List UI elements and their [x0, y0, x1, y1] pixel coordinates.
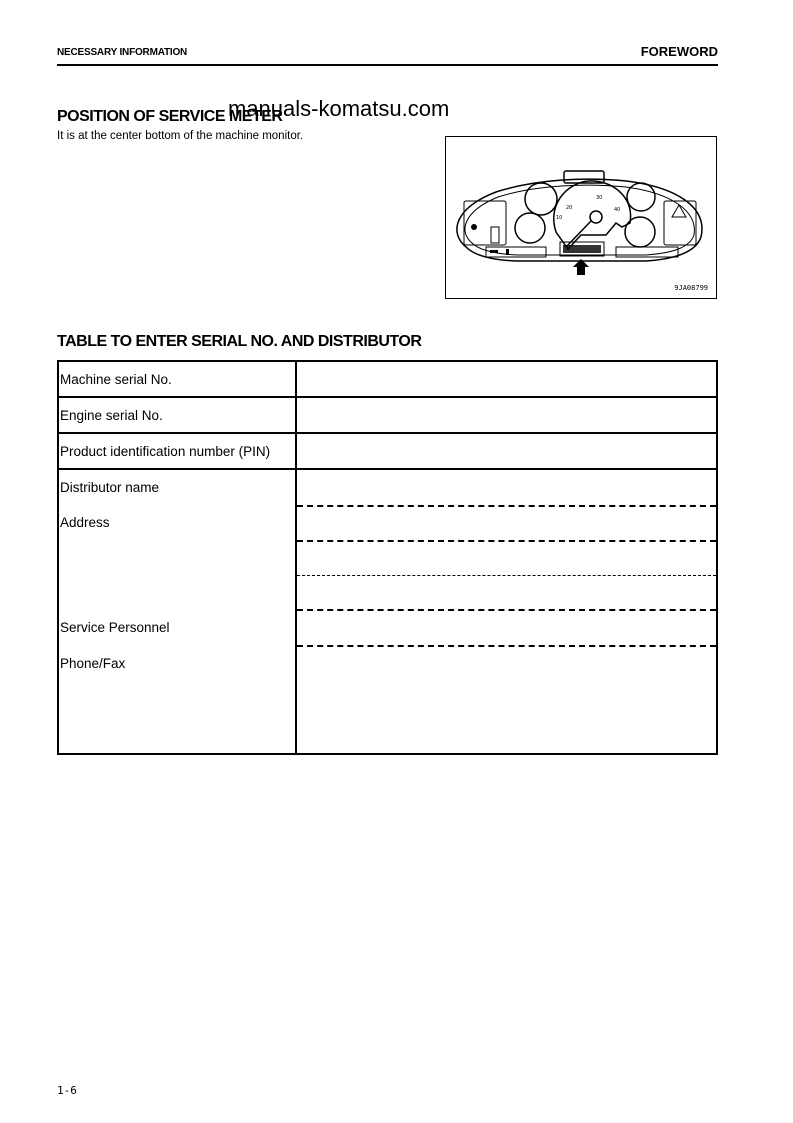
svg-text:30: 30	[596, 195, 603, 201]
header-chapter: FOREWORD	[640, 44, 718, 59]
row-label: Machine serial No.	[59, 362, 297, 396]
row-label: Engine serial No.	[59, 398, 297, 432]
row-label: Product identification number (PIN)	[59, 434, 297, 468]
watermark: manuals-komatsu.com	[228, 96, 450, 121]
page-number: 1-6	[57, 1084, 77, 1097]
pin-field[interactable]	[297, 434, 716, 468]
header-section: NECESSARY INFORMATION	[57, 47, 188, 58]
dashed-line	[297, 540, 716, 542]
serial-table	[57, 360, 718, 755]
table-row	[59, 398, 716, 434]
dashed-line	[297, 505, 716, 507]
dashed-line	[297, 645, 716, 647]
machine-monitor-illustration	[446, 137, 718, 300]
table-row	[59, 434, 716, 470]
header-rule	[57, 64, 718, 66]
table-row	[59, 362, 716, 398]
machine-serial-field[interactable]	[297, 362, 716, 396]
svg-text:40: 40	[614, 207, 621, 213]
distributor-section	[59, 470, 716, 755]
engine-serial-field[interactable]	[297, 398, 716, 432]
serial-table-title: TABLE TO ENTER SERIAL NO. AND DISTRIBUTOR	[57, 333, 422, 350]
dashed-line	[297, 609, 716, 611]
distributor-labels	[59, 470, 297, 753]
phone-fax-label: Phone/Fax	[60, 656, 126, 671]
svg-text:20: 20	[566, 205, 573, 211]
service-personnel-label: Service Personnel	[60, 620, 170, 635]
service-meter-description: It is at the center bottom of the machine monitor.	[57, 130, 304, 142]
machine-monitor-figure	[445, 136, 717, 299]
distributor-name-label: Distributor name	[60, 480, 160, 495]
service-meter-title: POSITION OF SERVICE METER	[57, 108, 283, 125]
address-label: Address	[60, 515, 110, 530]
distributor-fields[interactable]	[297, 470, 716, 753]
svg-text:10: 10	[556, 215, 563, 221]
figure-code: 9JA08799	[674, 284, 708, 292]
dashed-line	[297, 575, 716, 576]
